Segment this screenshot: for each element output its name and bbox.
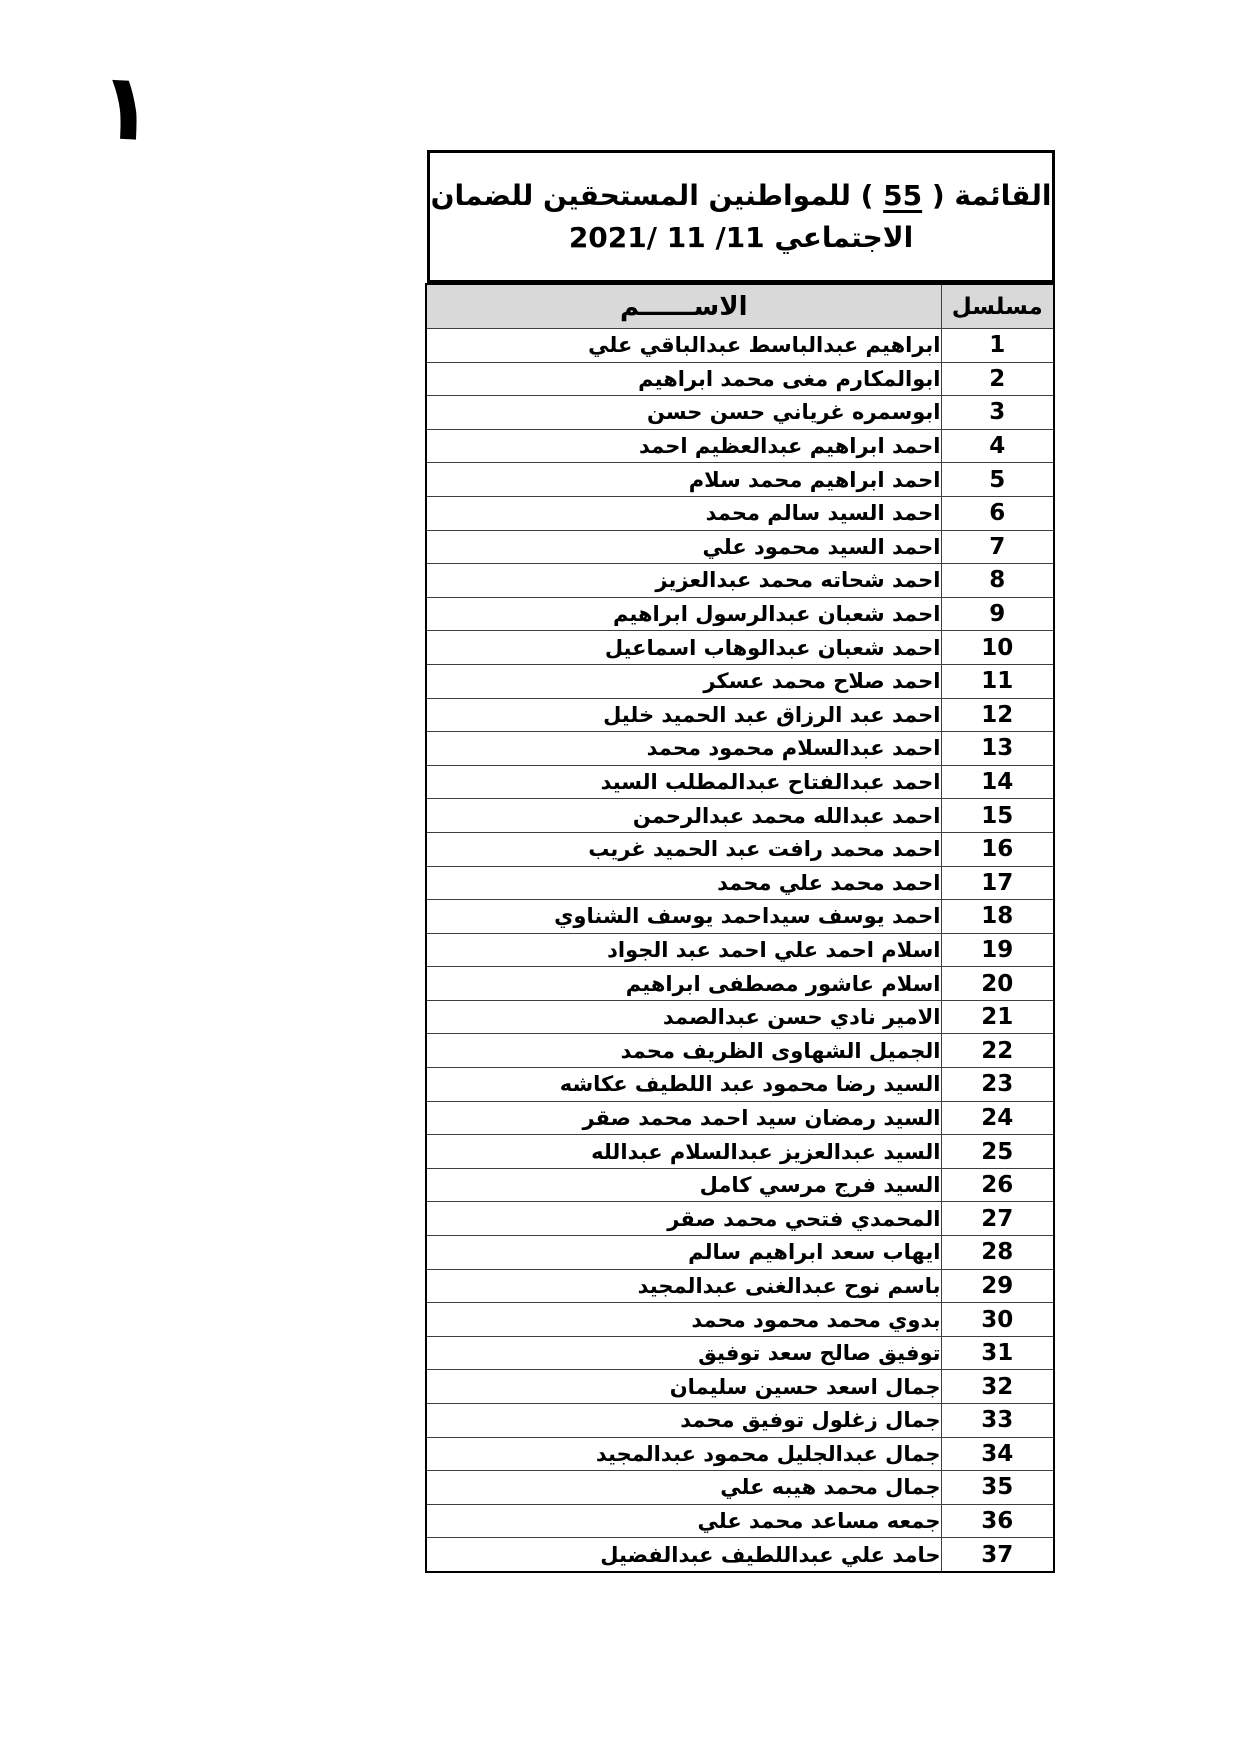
table-row (426, 832, 1054, 866)
table-row (426, 664, 1054, 698)
name-column-header: الاســــــم (426, 284, 941, 329)
table-row (426, 1168, 1054, 1202)
name-cell: السيد فرج مرسي كامل (426, 1168, 941, 1202)
name-cell: جمال اسعد حسين سليمان (426, 1370, 941, 1404)
name-cell: احمد محمد رافت عبد الحميد غريب (426, 832, 941, 866)
name-cell: احمد شحاته محمد عبدالعزيز (426, 564, 941, 598)
serial-cell: 8 (941, 564, 1054, 598)
serial-cell: 18 (941, 900, 1054, 934)
list-title-line1 (431, 175, 1052, 217)
table-row (426, 799, 1054, 833)
name-cell: توفيق صالح سعد توفيق (426, 1336, 941, 1370)
serial-cell: 10 (941, 631, 1054, 665)
name-cell: احمد شعبان عبدالرسول ابراهيم (426, 597, 941, 631)
serial-cell: 29 (941, 1269, 1054, 1303)
name-cell: احمد عبدالله محمد عبدالرحمن (426, 799, 941, 833)
name-cell: احمد عبد الرزاق عبد الحميد خليل (426, 698, 941, 732)
name-cell: احمد شعبان عبدالوهاب اسماعيل (426, 631, 941, 665)
table-row (426, 1538, 1054, 1572)
serial-cell: 21 (941, 1000, 1054, 1034)
list-number: 55 (883, 178, 923, 212)
serial-cell: 35 (941, 1471, 1054, 1505)
serial-cell: 32 (941, 1370, 1054, 1404)
list-title-box (427, 150, 1055, 283)
table-row (426, 1135, 1054, 1169)
serial-cell: 16 (941, 832, 1054, 866)
table-row (426, 1000, 1054, 1034)
name-cell: بدوي محمد محمود محمد (426, 1303, 941, 1337)
name-cell: اسلام احمد علي احمد عبد الجواد (426, 933, 941, 967)
table-row (426, 698, 1054, 732)
table-row (426, 1269, 1054, 1303)
name-cell: ابوسمره غرياني حسن حسن (426, 396, 941, 430)
table-row (426, 1370, 1054, 1404)
table-row (426, 429, 1054, 463)
name-cell: احمد ابراهيم محمد سلام (426, 463, 941, 497)
serial-cell: 30 (941, 1303, 1054, 1337)
serial-cell: 7 (941, 530, 1054, 564)
name-cell: جمال عبدالجليل محمود عبدالمجيد (426, 1437, 941, 1471)
table-row (426, 362, 1054, 396)
serial-cell: 27 (941, 1202, 1054, 1236)
serial-cell: 26 (941, 1168, 1054, 1202)
table-row (426, 496, 1054, 530)
names-table (425, 283, 1055, 1573)
names-table-header (426, 284, 1054, 329)
serial-cell: 9 (941, 597, 1054, 631)
table-row (426, 1404, 1054, 1438)
serial-cell: 37 (941, 1538, 1054, 1572)
table-row (426, 329, 1054, 363)
list-document (427, 150, 1055, 1573)
name-cell: جمعه مساعد محمد علي (426, 1504, 941, 1538)
name-cell: الجميل الشهاوى الظريف محمد (426, 1034, 941, 1068)
serial-cell: 14 (941, 765, 1054, 799)
serial-cell: 33 (941, 1404, 1054, 1438)
name-cell: احمد السيد محمود علي (426, 530, 941, 564)
serial-cell: 36 (941, 1504, 1054, 1538)
name-cell: احمد محمد علي محمد (426, 866, 941, 900)
table-row (426, 564, 1054, 598)
name-cell: السيد رضا محمود عبد اللطيف عكاشه (426, 1068, 941, 1102)
table-row (426, 597, 1054, 631)
name-cell: ابوالمكارم مغى محمد ابراهيم (426, 362, 941, 396)
list-title-line2: الاجتماعي 11/ 11 /2021 (568, 220, 914, 254)
serial-cell: 22 (941, 1034, 1054, 1068)
serial-cell: 4 (941, 429, 1054, 463)
table-row (426, 967, 1054, 1001)
table-row (426, 1504, 1054, 1538)
table-row (426, 631, 1054, 665)
serial-cell: 6 (941, 496, 1054, 530)
table-row (426, 765, 1054, 799)
name-cell: السيد رمضان سيد احمد محمد صقر (426, 1101, 941, 1135)
name-cell: ابراهيم عبدالباسط عبدالباقي علي (426, 329, 941, 363)
serial-cell: 25 (941, 1135, 1054, 1169)
table-row (426, 1336, 1054, 1370)
list-title-suffix: ) للمواطنين المستحقين للضمان (430, 178, 874, 212)
name-cell: المحمدي فتحي محمد صقر (426, 1202, 941, 1236)
table-row (426, 1471, 1054, 1505)
serial-column-header: مسلسل (941, 284, 1054, 329)
name-cell: احمد عبدالسلام محمود محمد (426, 732, 941, 766)
table-row (426, 1068, 1054, 1102)
serial-cell: 3 (941, 396, 1054, 430)
table-row (426, 1202, 1054, 1236)
table-row (426, 530, 1054, 564)
serial-cell: 34 (941, 1437, 1054, 1471)
table-row (426, 1303, 1054, 1337)
serial-cell: 17 (941, 866, 1054, 900)
table-row (426, 1101, 1054, 1135)
name-cell: احمد يوسف سيداحمد يوسف الشناوي (426, 900, 941, 934)
name-cell: حامد علي عبداللطيف عبدالفضيل (426, 1538, 941, 1572)
name-cell: احمد ابراهيم عبدالعظيم احمد (426, 429, 941, 463)
serial-cell: 12 (941, 698, 1054, 732)
table-row (426, 866, 1054, 900)
table-row (426, 1437, 1054, 1471)
serial-cell: 31 (941, 1336, 1054, 1370)
table-row (426, 900, 1054, 934)
names-table-body (426, 329, 1054, 1572)
table-row (426, 463, 1054, 497)
table-row (426, 933, 1054, 967)
table-row (426, 1034, 1054, 1068)
serial-cell: 13 (941, 732, 1054, 766)
serial-cell: 20 (941, 967, 1054, 1001)
name-cell: السيد عبدالعزيز عبدالسلام عبدالله (426, 1135, 941, 1169)
serial-cell: 15 (941, 799, 1054, 833)
serial-cell: 11 (941, 664, 1054, 698)
name-cell: احمد صلاح محمد عسكر (426, 664, 941, 698)
name-cell: ايهاب سعد ابراهيم سالم (426, 1236, 941, 1270)
serial-cell: 24 (941, 1101, 1054, 1135)
name-cell: احمد السيد سالم محمد (426, 496, 941, 530)
page-number: ١ (95, 52, 157, 163)
serial-cell: 23 (941, 1068, 1054, 1102)
list-title-prefix: القائمة ( (931, 178, 1052, 212)
name-cell: الامير نادي حسن عبدالصمد (426, 1000, 941, 1034)
serial-cell: 2 (941, 362, 1054, 396)
table-row (426, 1236, 1054, 1270)
table-row (426, 396, 1054, 430)
name-cell: جمال محمد هيبه علي (426, 1471, 941, 1505)
serial-cell: 1 (941, 329, 1054, 363)
table-row (426, 732, 1054, 766)
serial-cell: 5 (941, 463, 1054, 497)
name-cell: اسلام عاشور مصطفى ابراهيم (426, 967, 941, 1001)
name-cell: احمد عبدالفتاح عبدالمطلب السيد (426, 765, 941, 799)
serial-cell: 28 (941, 1236, 1054, 1270)
header-row (426, 284, 1054, 329)
name-cell: باسم نوح عبدالغنى عبدالمجيد (426, 1269, 941, 1303)
name-cell: جمال زغلول توفيق محمد (426, 1404, 941, 1438)
serial-cell: 19 (941, 933, 1054, 967)
